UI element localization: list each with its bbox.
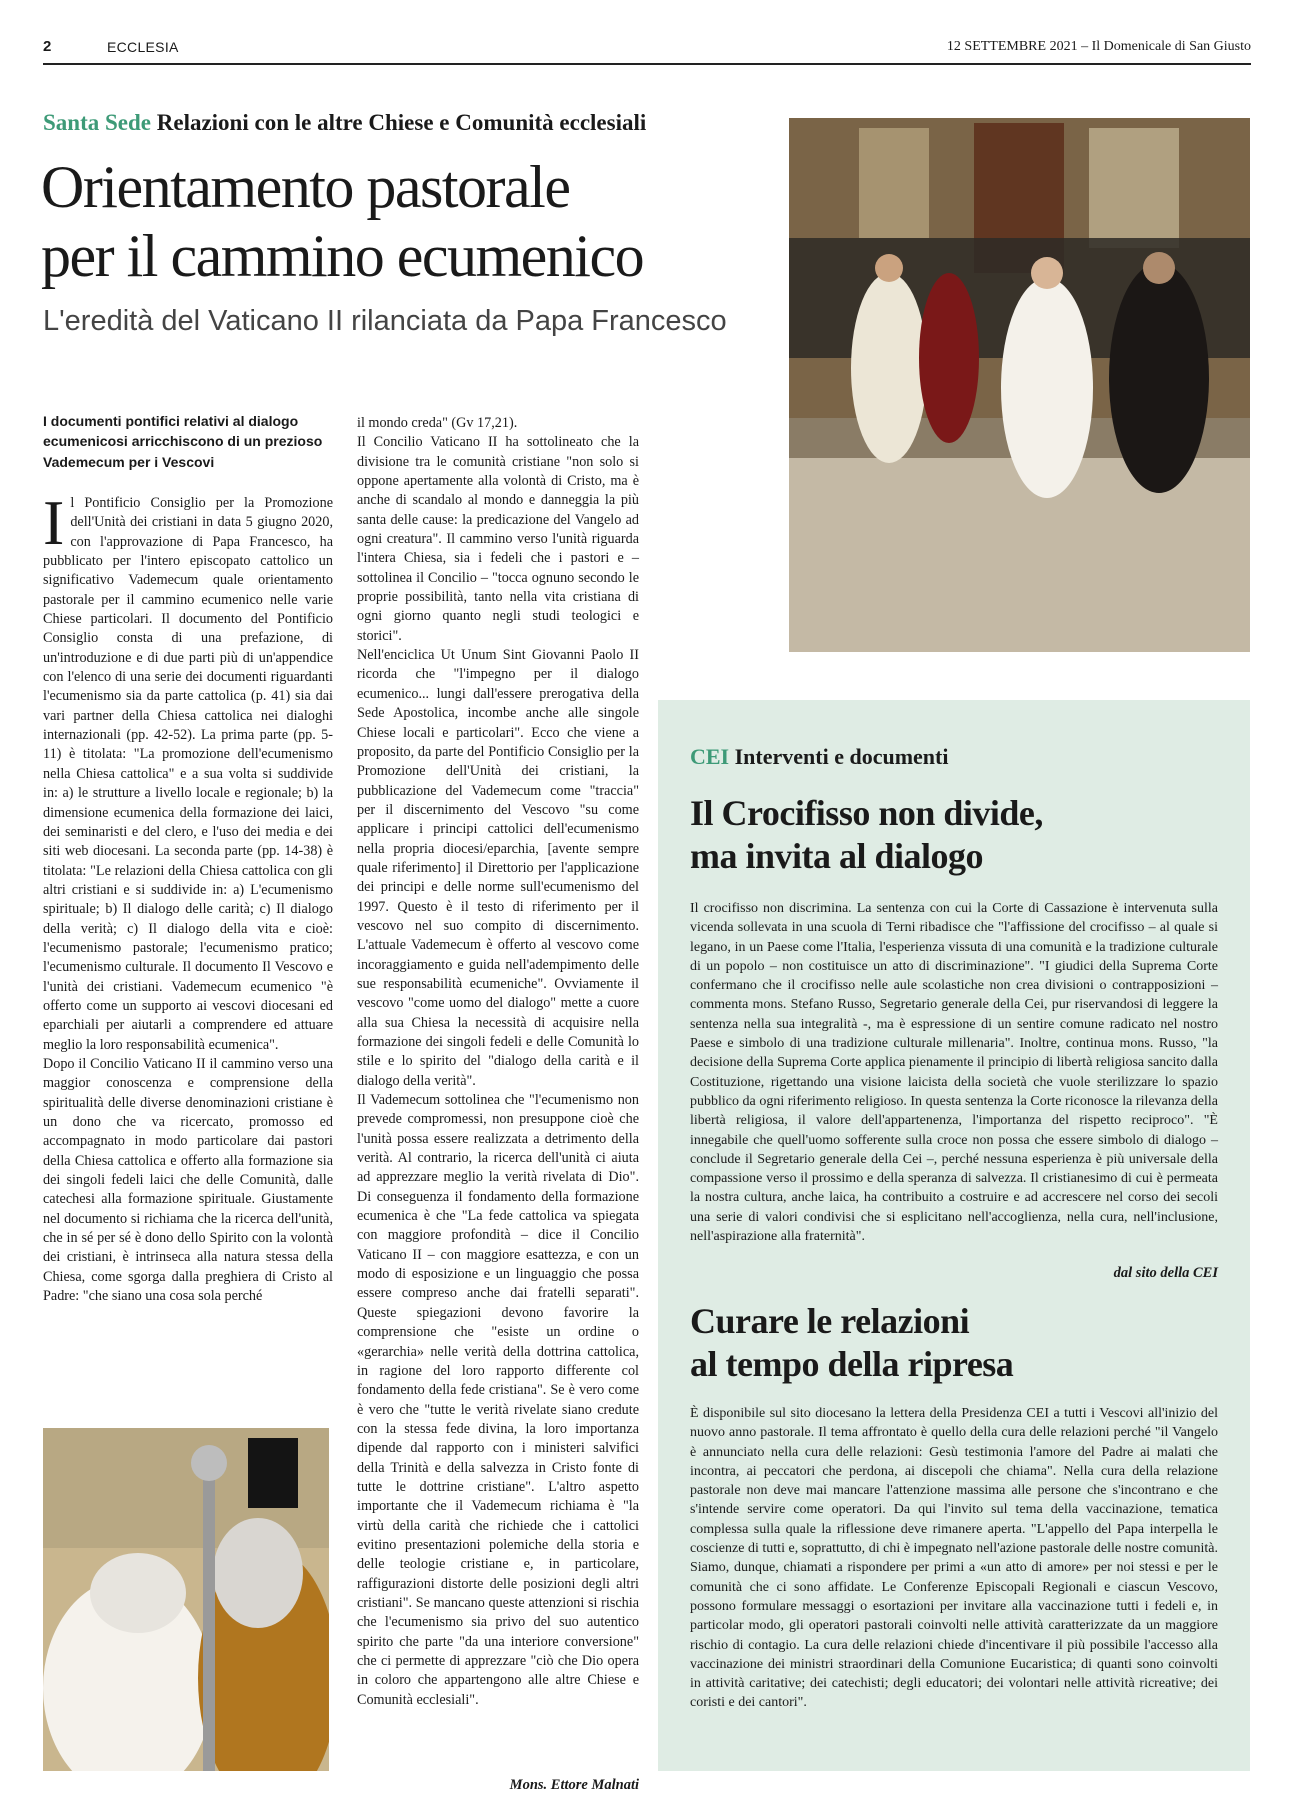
cei-text-relazioni: È disponibile sul sito diocesano la lettera della Presidenza CEI a tutti i Vescovi all'inizio del nuovo anno pastorale. Il tema affrontato è quello della cura delle relazioni perché "il Vangelo è annunciato nella cura delle relazioni: Gesù testimonia l'amore del Padre ai malati che incontra, ai peccatori che perdona, ai discepoli che chiama". Nella cura della relazione pastorale non deve mai mancare l'attenzione massima alle persone che s'incontrano e che s'intende servire come operatori. Da qui l'invito sul tema della vaccinazione, tematica complessa sulla quale la riflessione deve rimanere aperta. "L'appello del Papa interpella le coscienze di tutti e, soprattutto, di chi è impegnato nell'azione pastorale delle nostre comunità. Siamo, dunque, chiamati a rispondere per primi a «un atto di amore» per noi stessi e per le comunità che ci sono affidate. Le Conferenze Episcopali Regionali e ciascun Vescovo, possono formulare messaggi o esortazioni per invitare alla vaccinazione tutti i fedeli e, in particolar modo, gli operatori pastorali coinvolti nelle attività caratterizzate da un maggiore rischio di contagio. La cura delle relazioni chiede d'incentivare il più possibile l'accesso alla vaccinazione dei ministri straordinari della Comunione Eucaristica; di quanti sono coinvolti in attività caritative; dei catechisti; degli educatori; dei volontari nelle attività ricreative; dei coristi e dei cantori". bbox=[690, 1406, 1218, 1711]
paragraph: Nell'enciclica Ut Unum Sint Giovanni Paolo II ricorda che "l'impegno per il dialogo ecumenico... lungi dall'essere prerogativa della Sede Apostolica, incombe anche alle singole Chiese locali e particolari". Ecco che viene a proposito, da parte del Pontificio Consiglio per la Promozione dell'Unità dei cristiani, la pubblicazione del Vademecum come "traccia" per il discernimento del Vescovo "su come applicare i principi cattolici dell'ecumenismo nella propria diocesi/eparchia, [avente sempre quale riferimento] il Direttorio per l'applicazione dei principi e delle norme sull'ecumenismo del 1997. Questo è il testo di riferimento per il vescovo nel suo compito di discernimento. L'attuale Vademecum è offerto al vescovo come incoraggiamento e guida nell'adempimento delle sue responsabilità ecumeniche". Ovviamente il vescovo "come uomo del dialogo" mette a cuore alla sua Chiesa la necessità di acquisire nella formazione dei singoli fedeli e delle Comunità lo stile e lo spirito del "dialogo della carità e il dialogo della verità". bbox=[357, 647, 639, 1089]
kicker-section: Santa Sede bbox=[43, 110, 151, 135]
cei-title2-line-1: Curare le relazioni bbox=[690, 1301, 970, 1341]
paragraph: Il Pontificio Consiglio per la Promozione dell'Unità dei cristiani in data 5 giugno 2020, con l'approvazione di Papa Francesco, ha pubblicato per l'intero episcopato cattolico un significativo Vademecum quale orientamento pastorale per il cammino ecumenico nelle varie Chiese particolari. Il documento del Pontificio Consiglio consta di una prefazione, di un'introduzione e di due parti più di un'appendice con l'elenco di una serie dei documenti riguardanti l'ecumenismo sia da parte cattolica (p. 41) sia dai vari partner della Chiesa cattolica nei dialoghi internazionali (pp. 42-52). La prima parte (pp. 5-11) è titolata: "La promozione dell'ecumenismo nella Chiesa cattolica" e a sua volta si suddivide in: a) le strutture a livello locale e regionale; b) la dimensione ecumenica della formazione dei laici, dei seminaristi e del clero, e l'uso dei media e dei siti web diocesani. La seconda parte (pp. 14-38) è titolata: "Le relazioni della Chiesa cattolica con gli altri cristiani e si suddivide in: a) L'ecumenismo spirituale; b) Il dialogo delle carità; c) Il dialogo della verità; c) Il dialogo della vita e cioè: l'ecumenismo pastorale; l'ecumenismo pratico; l'ecumenismo culturale. Il documento Il Vescovo e l'unità dei cristiani. Vademecum ecumenico "è offerto come un supporto ai vescovi diocesani ed eparchiali per aiutarli a comprendere ed attuare meglio la loro responsabilità ecumenica". bbox=[43, 487, 333, 1053]
cei-source: dal sito della CEI bbox=[1113, 1265, 1218, 1281]
drop-cap: I bbox=[43, 487, 65, 558]
article-signature: Mons. Ettore Malnati bbox=[509, 1777, 639, 1793]
article-subtitle: L'eredità del Vaticano II rilanciata da Papa Francesco bbox=[43, 305, 727, 337]
cei-kicker-topic: Interventi e documenti bbox=[734, 744, 949, 769]
cei-title-crocifisso bbox=[690, 792, 1230, 878]
cei-title1-line-1: Il Crocifisso non divide, bbox=[690, 793, 1043, 833]
cei-title-relazioni bbox=[690, 1300, 1230, 1386]
paragraph: Il Concilio Vaticano II ha sottolineato che la divisione tra le comunità cristiane "non solo si oppone apertamente alla volontà di Cristo, ma è anche di scandalo al mondo e danneggia la più santa delle cause: la predicazione del Vangelo ad ogni creatura". Il cammino verso l'unità riguarda l'intera Chiesa, sia i fedeli che i pastori e – sottolinea il Concilio – "tocca ognuno secondo le proprie possibilità, tanto nella vita cristiana di ogni giorno quanto negli studi teologici e storici". bbox=[357, 434, 639, 644]
photo-ecumenical-procession bbox=[789, 118, 1250, 652]
article-kicker bbox=[43, 110, 646, 136]
cei-text-crocifisso: Il crocifisso non discrimina. La sentenza con cui la Corte di Cassazione è intervenuta sulla vicenda sollevata in una scuola di Terni ribadisce che "l'affissione del crocifisso – al quale si legano, in un Paese come l'Italia, l'esperienza vissuta di una comunità e la tradizione culturale di un popolo – non costituisce un atto di discriminazione". "I giudici della Suprema Corte confermano che il crocifisso nelle aule scolastiche non crea divisioni o contrapposizioni – commenta mons. Stefano Russo, Segretario generale della Cei, pur riservandosi di leggere la sentenza nella sua integralità -, ma è espressione di un sentire comune radicato nel nostro Paese e simbolo di una tradizione culturale millenaria". Inoltre, continua mons. Russo, "la decisione della Suprema Corte applica pienamente il principio di libertà religiosa sancito dalla Costituzione, rigettando una visione laicista della società che vuole sterilizzare lo spazio pubblico da ogni riferimento religioso. In questa sentenza la Corte riconosce la rilevanza della libertà religiosa, il valore dell'appartenenza, l'importanza del rispetto reciproco". "È innegabile che quell'uomo sofferente sulla croce non possa che essere simbolo di dialogo – conclude il Segretario generale della Cei –, perché nessuna esperienza è più universale della compassione verso il prossimo e della speranza di salvezza. Il cristianesimo di cui è permeata la nostra cultura, anche laica, ha contribuito a costruire e ad accrescere nel corso dei secoli una serie di valori condivisi che si esplicitano nell'accoglienza, nella cura, nell'inclusione, nell'aspirazione alla fraternità". bbox=[690, 901, 1218, 1245]
cei-kicker-section: CEI bbox=[690, 744, 730, 769]
header-rule bbox=[43, 63, 1251, 65]
article-title bbox=[41, 153, 761, 291]
article-column-2 bbox=[357, 414, 639, 1710]
article-lead: I documenti pontifici relativi al dialogo ecumenicosi arricchiscono di un prezioso Vademecum per i Vescovi bbox=[43, 413, 323, 470]
cei-kicker bbox=[690, 744, 948, 770]
section-name: ECCLESIA bbox=[107, 39, 179, 55]
kicker-topic: Relazioni con le altre Chiese e Comunità ecclesiali bbox=[156, 110, 647, 135]
title-line-2: per il cammino ecumenico bbox=[41, 223, 644, 289]
paragraph: il mondo creda" (Gv 17,21). bbox=[357, 415, 518, 431]
photo-ecumenical-procession-image bbox=[789, 118, 1250, 652]
paragraph: Il Vademecum sottolinea che "l'ecumenismo non prevede compromessi, non presuppone cioè che l'unità possa essere realizzata a detrimento della verità. Al contrario, la ricerca dell'unità ci aiuta ad apprezzare meglio la verità rivelata di Dio". Di conseguenza il fondamento della formazione ecumenica è che "La fede cattolica va spiegata con maggiore profondità – dice il Concilio Vaticano II – con maggiore esattezza, e con un modo di esposizione e un linguaggio che possa essere compreso anche dai fratelli separati". Queste spiegazioni devono favorire la comprensione che "esiste un ordine o «gerarchia» nelle verità della dottrina cattolica, in ragione del loro rapporto differente col fondamento della fede cristiana". Se è vero come è vero che "tutte le verità rivelate siano credute con la stessa fede divina, la loro importanza dipende dal rapporto con i ministeri salvifici della Trinità e della salvezza in Cristo fonte di tutte le dottrine cristiane". L'altro aspetto importante che il Vademecum richiama è "la virtù della carità che richiede che i cattolici evitino presentazioni polemiche della storia e delle teologie cristiane e, in particolare, raffigurazioni distorte delle posizioni degli altri cristiani". Se mancano queste attenzioni si rischia che l'ecumenismo sia privo del suo autentico spirito che parte "da una interiore conversione" che ci permette di apprezzare "ciò che Dio opera in coloro che appartengono alle altre Chiese e Comunità ecclesiali". bbox=[357, 1092, 639, 1708]
cei-title1-line-2: ma invita al dialogo bbox=[690, 836, 984, 877]
page-number: 2 bbox=[43, 38, 52, 55]
cei-title2-line-2: al tempo della ripresa bbox=[690, 1344, 1014, 1385]
photo-pope-and-patriarch-image bbox=[43, 1428, 329, 1771]
article-column-1 bbox=[43, 487, 333, 1306]
dateline: 12 SETTEMBRE 2021 – Il Domenicale di San Giusto bbox=[946, 39, 1251, 54]
photo-pope-and-patriarch bbox=[43, 1428, 329, 1771]
paragraph: Dopo il Concilio Vaticano II il cammino verso una maggior conoscenza e comprensione della spiritualità delle diverse denominazioni cristiane è un dono che va ricercato, promosso ed accompagnato in modo particolare dai pastori della Chiesa cattolica e offerto alla formazione sia dei singoli fedeli laici che delle Comunità, dalle catechesi alla formazione spirituale. Giustamente nel documento si richiama che la ricerca dell'unità, che in sé per sé è dono dello Spirito con la volontà dei cristiani, è intrinseca alla natura stessa della Chiesa, come sgorga dalla preghiera di Cristo al Padre: "che siano una cosa sola perché bbox=[43, 1055, 333, 1305]
title-line-1: Orientamento pastorale bbox=[41, 154, 570, 220]
